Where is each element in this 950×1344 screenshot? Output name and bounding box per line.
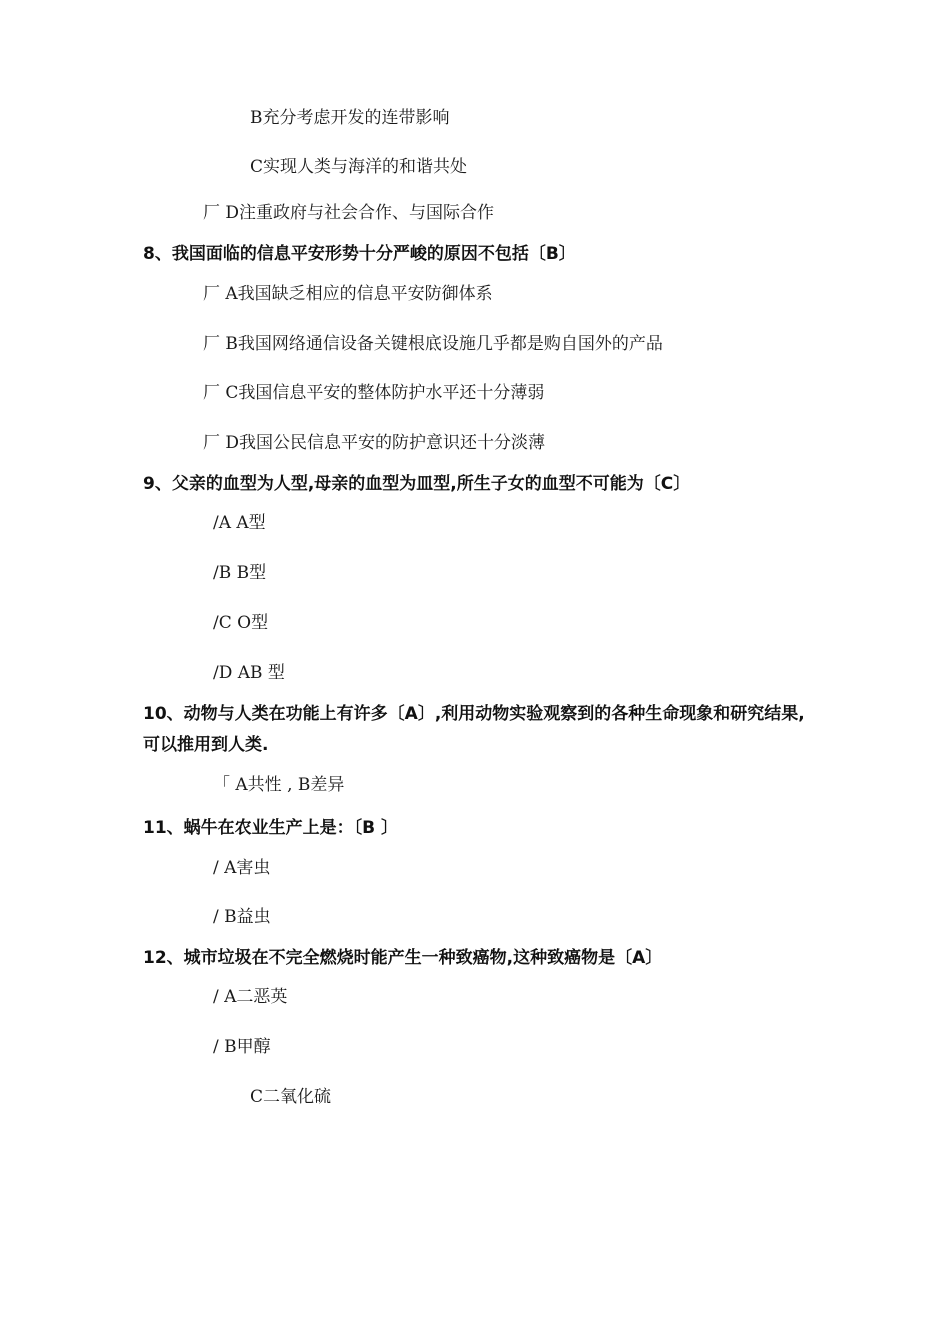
question-8: 8、我国面临的信息平安形势十分严峻的原因不包括〔B〕 <box>143 244 576 264</box>
option-text: 厂 C我国信息平安的整体防护水平还十分薄弱 <box>203 383 545 403</box>
question-9: 9、父亲的血型为人型,母亲的血型为皿型,所生子女的血型不可能为〔C〕 <box>143 474 691 494</box>
question-12: 12、城市垃圾在不完全燃烧时能产生一种致癌物,这种致癌物是〔A〕 <box>143 948 663 968</box>
option-text: /B B型 <box>213 563 267 583</box>
option-text: / B益虫 <box>213 907 271 927</box>
question-10-continued: 可以推用到人类. <box>143 735 269 755</box>
option-text: /D AB 型 <box>213 663 285 683</box>
option-text: B充分考虑开发的连带影响 <box>250 108 450 128</box>
option-text: /A A型 <box>213 513 266 533</box>
option-text: 厂 D注重政府与社会合作、与国际合作 <box>203 203 495 223</box>
option-text: 「 A共性 , B差异 <box>213 775 345 795</box>
option-text: / B甲醇 <box>213 1037 271 1057</box>
option-text: / A害虫 <box>213 858 271 878</box>
option-text: C实现人类与海洋的和谐共处 <box>250 157 468 177</box>
option-text: C二氧化硫 <box>250 1087 332 1107</box>
question-10: 10、动物与人类在功能上有许多〔A〕,利用动物实验观察到的各种生命现象和研究结果, <box>143 704 805 724</box>
question-11: 11、蜗牛在农业生产上是：〔B 〕 <box>143 818 399 838</box>
option-text: /C O型 <box>213 613 269 633</box>
option-text: 厂 A我国缺乏相应的信息平安防御体系 <box>203 284 493 304</box>
option-text: / A二恶英 <box>213 987 288 1007</box>
option-text: 厂 B我国网络通信设备关键根底设施几乎都是购自国外的产品 <box>203 334 663 354</box>
option-text: 厂 D我国公民信息平安的防护意识还十分淡薄 <box>203 433 546 453</box>
